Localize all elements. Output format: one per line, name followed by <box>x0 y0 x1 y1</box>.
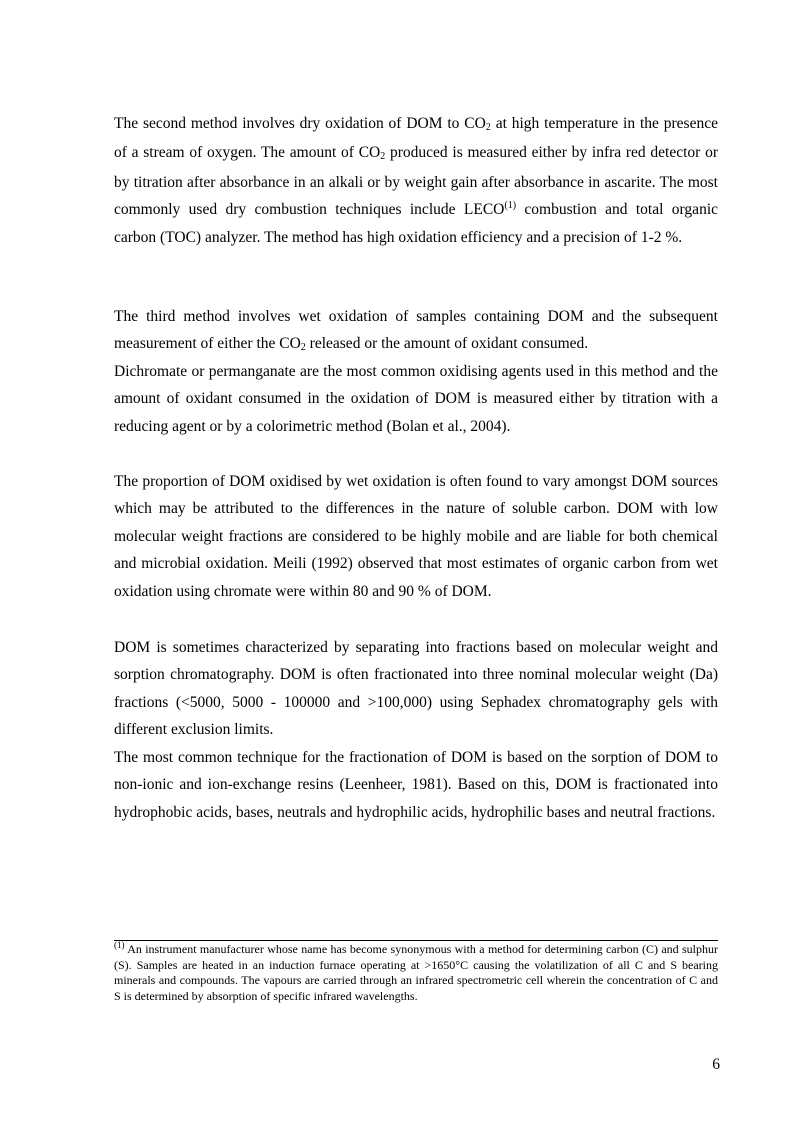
footnote-divider <box>114 940 718 941</box>
paragraph-fractionation-resins: The most common technique for the fractionation of DOM is based on the sorption of DOM to non-ionic and ion-exchange resins (Leenheer, 1981). Based on this, DOM is fractionated into hydrophobic acids, bases, neutrals and hydrophilic acids, hydrophilic bases and neutral fractions. <box>114 749 718 821</box>
p1-text-b: at high temperature in the presence of a stream of oxygen. The amount of CO <box>114 115 718 162</box>
footnote-text: An instrument manufacturer whose name has become synonymous with a method for determining carbon (C) and sulphur (S). Samples are heated in an induction furnace operating at >1650°C causing the volatilization of all C and S bearing minerals and compounds. The vapours are carried through an infrared spectrometric cell wherein the concentration of C and S is determined by absorption of specific infrared wavelengths. <box>114 942 718 1003</box>
footnote <box>114 942 718 1004</box>
paragraph-fractionation-molecular-weight: DOM is sometimes characterized by separating into fractions based on molecular weight and sorption chromatography. DOM is often fractionated into three nominal molecular weight (Da) fractions (<5000, 5000 - 100000 and >100,000) using Sephadex chromatography gels with different exclusion limits. <box>114 639 718 739</box>
co2-subscript: 2 <box>300 342 306 354</box>
p1-text-d: combustion and total organic carbon (TOC) analyzer. The method has high oxidation efficiency and a precision of 1-2 %. <box>114 201 719 246</box>
page-number: 6 <box>712 1056 720 1073</box>
footnote-marker: (1) <box>114 940 125 950</box>
paragraph-oxidising-agents: Dichromate or permanganate are the most common oxidising agents used in this method and the amount of oxidant consumed in the oxidation of DOM is measured either by titration with a reducing agent or by a colorimetric method (Bolan et al., 2004). <box>114 363 718 435</box>
co2-subscript: 2 <box>380 151 386 163</box>
p1-text-a: The second method involves dry oxidation of DOM to CO <box>114 115 486 132</box>
paragraph-dom-proportion: The proportion of DOM oxidised by wet oxidation is often found to vary amongst DOM sources which may be attributed to the differences in the nature of soluble carbon. DOM with low molecular weight fractions are considered to be highly mobile and are liable for both chemical and microbial oxidation. Meili (1992) observed that most estimates of organic carbon from wet oxidation using chromate were within 80 and 90 % of DOM. <box>114 473 718 600</box>
co2-subscript: 2 <box>485 122 491 133</box>
paragraph-dry-oxidation <box>114 110 718 251</box>
paragraph-wet-oxidation <box>114 303 718 360</box>
p2-text-a: The third method involves wet oxidation of samples containing DOM and the subsequent measurement of either the CO <box>114 308 718 353</box>
p2-text-b: released or the amount of oxidant consumed. <box>305 335 589 353</box>
footnote-reference[interactable]: (1) <box>504 200 517 212</box>
p1-text-c: produced is measured either by infra red detector or by titration after absorbance in an alkali or by weight gain after absorbance in ascarite. The most commonly used dry combustion techniques include LECO <box>114 144 718 219</box>
